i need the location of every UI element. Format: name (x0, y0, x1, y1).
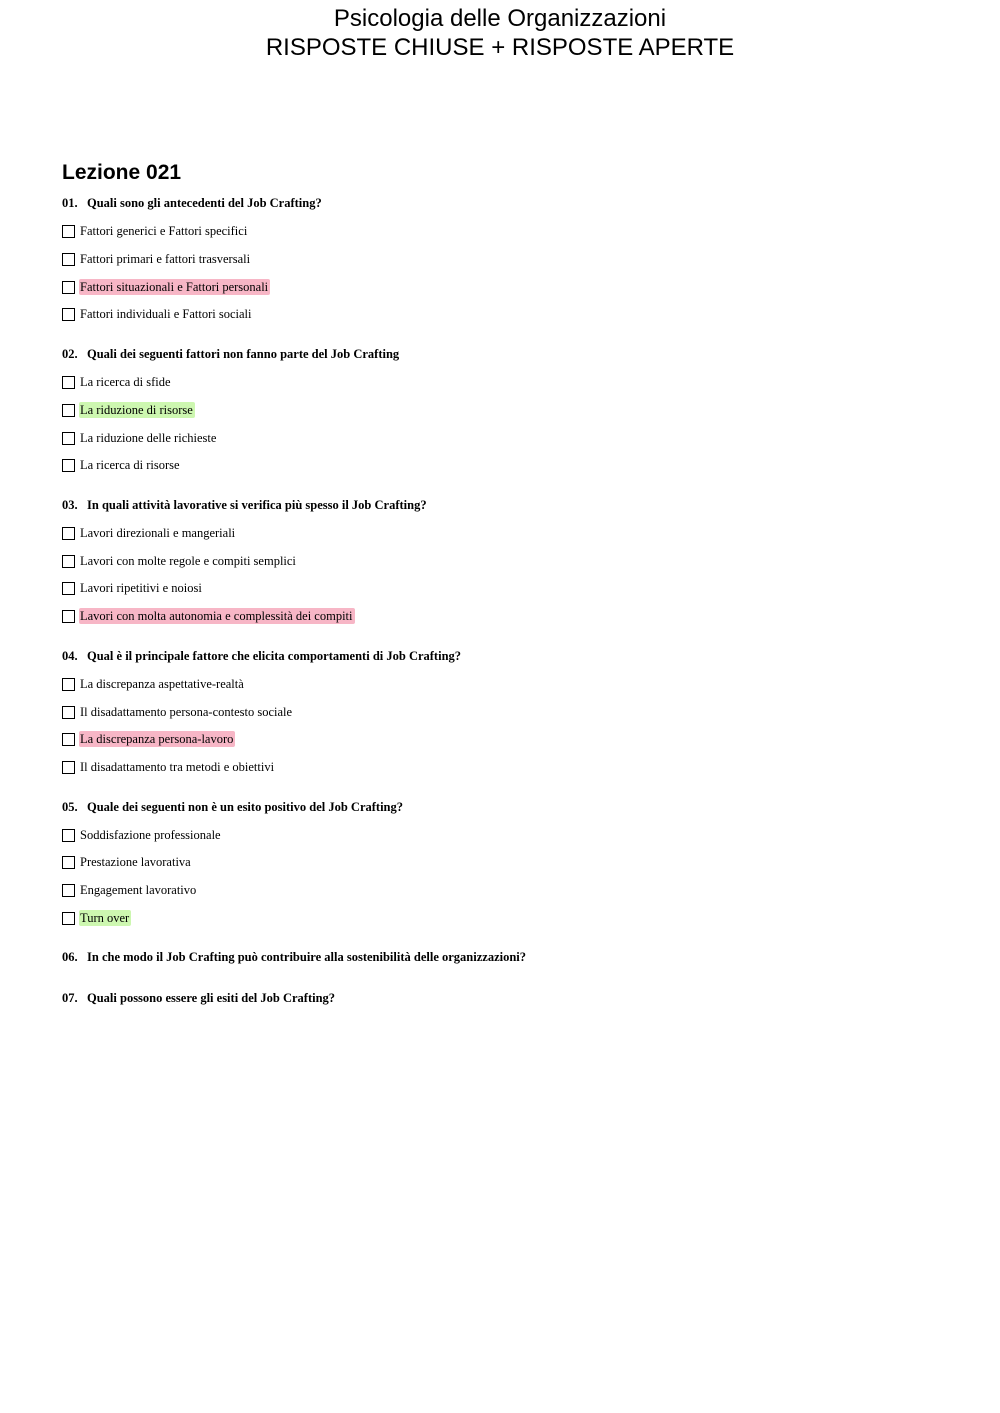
option-label: Engagement lavorativo (80, 883, 197, 897)
option-label: Lavori ripetitivi e noiosi (80, 581, 202, 595)
checkbox[interactable] (62, 582, 75, 595)
answer-option[interactable] (62, 525, 237, 541)
answer-option[interactable] (62, 854, 193, 870)
option-label: Fattori generici e Fattori specifici (80, 224, 248, 238)
question-05 (62, 800, 403, 815)
option-label: La riduzione di risorse (80, 403, 193, 417)
checkbox[interactable] (62, 308, 75, 321)
answer-option-highlighted[interactable] (62, 731, 235, 747)
answer-option[interactable] (62, 827, 223, 843)
checkbox[interactable] (62, 912, 75, 925)
option-label: Fattori situazionali e Fattori personali (80, 280, 269, 294)
question-text: Quali dei seguenti fattori non fanno parte del Job Crafting (87, 347, 400, 361)
question-text: Quali sono gli antecedenti del Job Crafting? (87, 196, 322, 210)
answer-option-highlighted[interactable] (62, 279, 270, 295)
question-number: 04. (62, 649, 78, 663)
question-06 (62, 950, 526, 965)
checkbox[interactable] (62, 281, 75, 294)
answer-option[interactable] (62, 457, 182, 473)
document-header (0, 4, 1000, 62)
checkbox[interactable] (62, 459, 75, 472)
checkbox[interactable] (62, 761, 75, 774)
checkbox[interactable] (62, 733, 75, 746)
option-label: Il disadattamento tra metodi e obiettivi (80, 760, 275, 774)
lesson-heading: Lezione 021 (62, 161, 182, 184)
option-label: Prestazione lavorativa (80, 855, 191, 869)
answer-option[interactable] (62, 553, 298, 569)
option-label: La ricerca di risorse (80, 458, 180, 472)
checkbox[interactable] (62, 706, 75, 719)
answer-option[interactable] (62, 580, 204, 596)
answer-option[interactable] (62, 430, 218, 446)
checkbox[interactable] (62, 225, 75, 238)
answer-option[interactable] (62, 759, 276, 775)
option-label: La ricerca di sfide (80, 375, 171, 389)
answer-option[interactable] (62, 374, 173, 390)
question-number: 05. (62, 800, 78, 814)
checkbox[interactable] (62, 404, 75, 417)
checkbox[interactable] (62, 610, 75, 623)
question-text: In quali attività lavorative si verifica più spesso il Job Crafting? (87, 498, 427, 512)
option-label: Lavori con molta autonomia e complessità dei compiti (80, 609, 353, 623)
question-text: Qual è il principale fattore che elicita comportamenti di Job Crafting? (87, 649, 462, 663)
question-number: 06. (62, 950, 78, 964)
checkbox[interactable] (62, 527, 75, 540)
checkbox[interactable] (62, 856, 75, 869)
answer-option[interactable] (62, 882, 198, 898)
answer-option[interactable] (62, 676, 246, 692)
checkbox[interactable] (62, 555, 75, 568)
document-title: Psicologia delle Organizzazioni (333, 5, 667, 32)
question-number: 02. (62, 347, 78, 361)
question-text: In che modo il Job Crafting può contribuire alla sostenibilità delle organizzazioni? (87, 950, 527, 964)
question-02 (62, 347, 399, 362)
question-number: 01. (62, 196, 78, 210)
option-label: Lavori con molte regole e compiti semplici (80, 554, 296, 568)
option-label: La riduzione delle richieste (80, 431, 217, 445)
answer-option[interactable] (62, 704, 294, 720)
answer-option[interactable] (62, 223, 249, 239)
option-label: La discrepanza aspettative-realtà (80, 677, 244, 691)
question-04 (62, 649, 461, 664)
option-label: Turn over (80, 911, 130, 925)
answer-option[interactable] (62, 251, 252, 267)
checkbox[interactable] (62, 678, 75, 691)
option-label: Soddisfazione professionale (80, 828, 221, 842)
question-number: 07. (62, 991, 78, 1005)
question-07 (62, 991, 335, 1006)
question-text: Quali possono essere gli esiti del Job Crafting? (87, 991, 336, 1005)
question-01 (62, 196, 322, 211)
checkbox[interactable] (62, 253, 75, 266)
checkbox[interactable] (62, 829, 75, 842)
answer-option-highlighted[interactable] (62, 608, 355, 624)
checkbox[interactable] (62, 376, 75, 389)
checkbox[interactable] (62, 432, 75, 445)
option-label: Fattori primari e fattori trasversali (80, 252, 251, 266)
option-label: Fattori individuali e Fattori sociali (80, 307, 252, 321)
option-label: Il disadattamento persona-contesto sociale (80, 705, 293, 719)
answer-option-highlighted[interactable] (62, 910, 131, 926)
question-03 (62, 498, 427, 513)
document-subtitle: RISPOSTE CHIUSE + RISPOSTE APERTE (265, 34, 735, 61)
checkbox[interactable] (62, 884, 75, 897)
answer-option[interactable] (62, 306, 254, 322)
option-label: La discrepanza persona-lavoro (80, 732, 234, 746)
question-text: Quale dei seguenti non è un esito positivo del Job Crafting? (87, 800, 403, 814)
option-label: Lavori direzionali e mangeriali (80, 526, 236, 540)
answer-option-highlighted[interactable] (62, 402, 195, 418)
question-number: 03. (62, 498, 78, 512)
